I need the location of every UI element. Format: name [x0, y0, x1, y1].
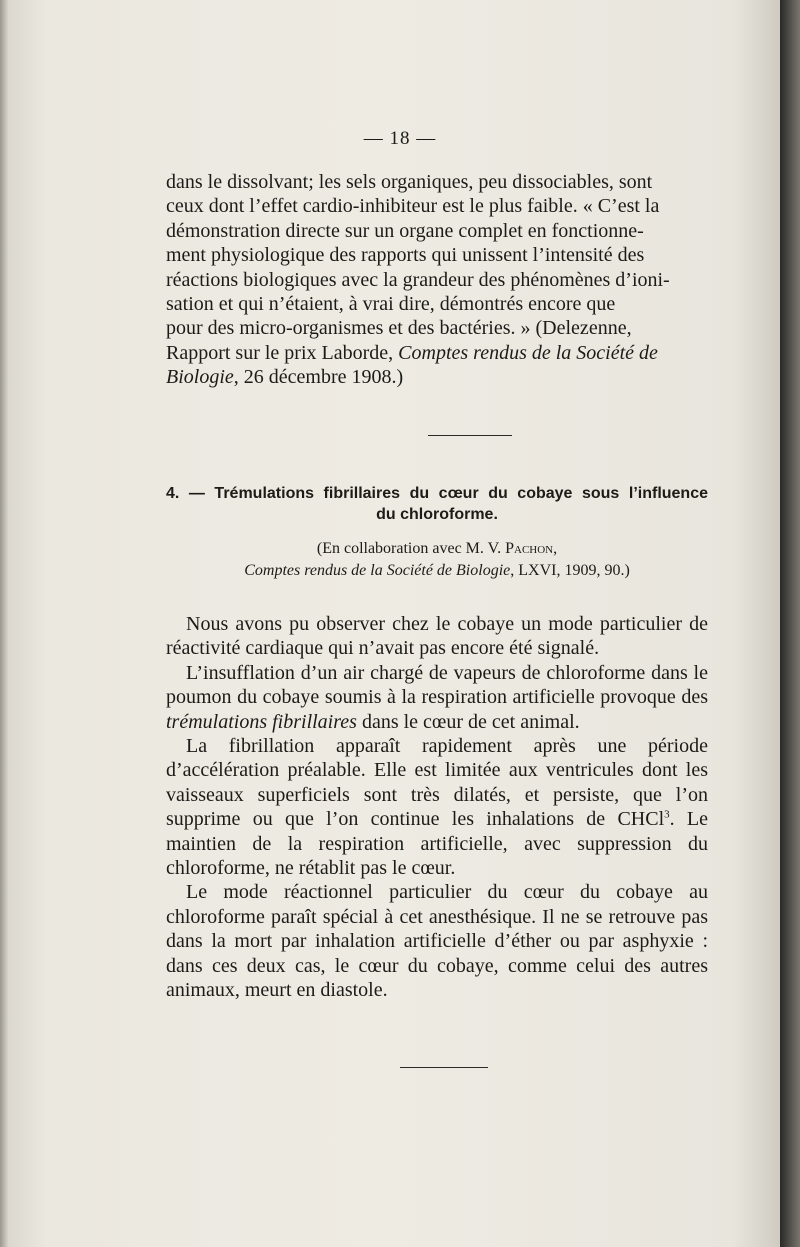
reference-line — [166, 560, 708, 582]
intro-line: dans le dissolvant; les sels organiques, peu dissociables, sont — [166, 171, 653, 193]
intro-line: sation et qui n’étaient, à vrai dire, démontrés encore que — [166, 293, 616, 316]
collaboration-note — [166, 538, 708, 582]
section-body — [166, 612, 708, 1003]
body-text: . Le maintien de la respiration artificielle, avec suppression du chloroforme, ne rétablit pas le cœur. — [166, 808, 709, 880]
collaboration-line — [166, 538, 708, 560]
section-title-line: 4. — Trémulations fibrillaires du cœur du cobaye sous l’influence — [166, 485, 708, 502]
intro-line: ment physiologique des rapports qui unissent l’intensité des — [166, 244, 645, 267]
body-text: La fibrillation apparaît rapidement après une période d’accélération préalable. Elle est limitée aux ventricules dont les vaisseaux superficiels sont très dilatés, et persiste, que l’on supprime ou que l’on continue les inhalations de CHCl — [166, 735, 708, 831]
body-text: L’insufflation d’un air chargé de vapeurs de chloroforme dans le poumon du cobaye soumis à la respiration artificielle provoque des — [166, 661, 708, 709]
intro-citation-journal-end: Biologie — [166, 366, 234, 389]
section-divider — [428, 435, 512, 436]
reference-volume: , LXVI, 1909, 90.) — [510, 562, 630, 579]
reference-journal: Comptes rendus de la Société de Biologie — [244, 562, 511, 579]
section-title-line: du chloroforme. — [376, 506, 498, 523]
body-paragraph — [166, 661, 708, 734]
end-divider — [400, 1067, 488, 1068]
body-paragraph — [166, 734, 708, 880]
intro-line: ceux dont l’effet cardio-inhibiteur est le plus faible. « C’est la — [166, 195, 660, 218]
intro-citation-journal: Comptes rendus de la Société de — [398, 341, 658, 364]
intro-citation-text: Rapport sur le prix Laborde, — [166, 341, 399, 364]
section-heading — [166, 483, 708, 525]
intro-line: réactions biologiques avec la grandeur des phénomènes d’ioni- — [166, 268, 670, 291]
formula-superscript: 3 — [664, 808, 670, 821]
intro-paragraph — [166, 170, 708, 390]
collaborator-name: Pachon — [505, 540, 554, 557]
collaboration-prefix: (En collaboration avec M. V. — [316, 540, 506, 557]
intro-line — [166, 365, 708, 389]
intro-line: démonstration directe sur un organe complet en fonctionne- — [166, 219, 644, 242]
intro-citation-date: , 26 décembre 1908.) — [233, 366, 404, 389]
page-gutter-shadow — [780, 0, 800, 1247]
collaboration-suffix: , — [553, 540, 558, 557]
page-number: — 18 — — [363, 128, 437, 149]
intro-line — [166, 341, 708, 365]
body-emphasis: trémulations fibrillaires — [166, 710, 357, 733]
body-paragraph: Nous avons pu observer chez le cobaye un mode particulier de réactivité cardiaque qui n’avait pas encore été signalé. — [166, 613, 708, 660]
body-text: dans le cœur de cet animal. — [356, 710, 580, 733]
body-paragraph: Le mode réactionnel particulier du cœur du cobaye au chloroforme paraît spécial à cet anesthésique. Il ne se retrouve pas dans la mort par inhalation artificielle d’éther ou par asphyxie : dans ces deux cas, le cœur du cobaye, comme celui des autres animaux, meurt en diastole. — [166, 881, 708, 1002]
page-left-margin-shadow — [0, 0, 8, 1247]
intro-line: pour des micro-organismes et des bactéries. » (Delezenne, — [166, 317, 632, 340]
